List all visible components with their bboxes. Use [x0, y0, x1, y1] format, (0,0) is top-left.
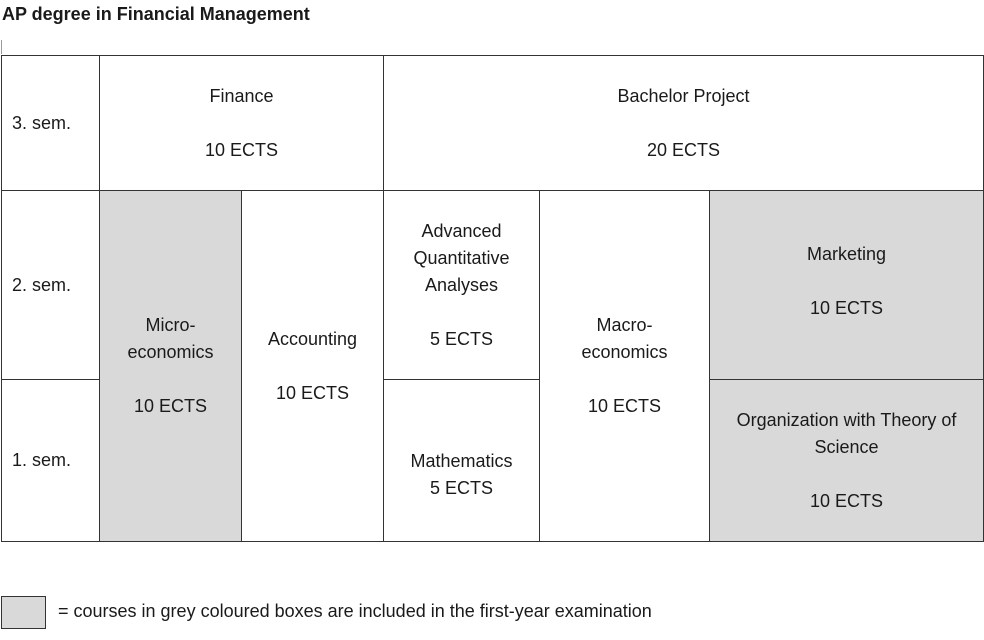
course-macroeconomics-ects: 10 ECTS — [587, 396, 662, 416]
course-mathematics-ects: 5 ECTS — [429, 477, 494, 498]
course-macroeconomics — [539, 190, 710, 542]
course-finance-ects: 10 ECTS — [204, 139, 279, 160]
course-marketing — [709, 190, 984, 380]
semester-label-2 — [1, 190, 100, 380]
semester-label-3 — [1, 55, 100, 191]
course-aqa-name-3: Analyses — [424, 274, 499, 295]
course-accounting-name: Accounting — [267, 328, 358, 349]
course-aqa-name-2: Quantitative — [413, 247, 510, 268]
course-marketing-name: Marketing — [806, 243, 887, 264]
course-macroeconomics-name-1: Macro- — [596, 315, 653, 335]
course-accounting — [241, 190, 384, 542]
semester-1-text: 1. sem. — [12, 450, 72, 470]
course-bachelor-project-name: Bachelor Project — [617, 85, 750, 106]
course-organization-theory-of-science — [709, 379, 984, 542]
diagram-title: AP degree in Financial Management — [2, 4, 310, 24]
course-mathematics — [383, 379, 540, 542]
course-organization-name-2: Science — [814, 436, 879, 457]
course-aqa-name-1: Advanced — [421, 220, 502, 241]
semester-3-text: 3. sem. — [12, 112, 72, 133]
course-organization-ects: 10 ECTS — [809, 490, 884, 511]
course-mathematics-name: Mathematics — [410, 450, 513, 471]
course-finance-name: Finance — [209, 85, 274, 106]
course-microeconomics-ects: 10 ECTS — [133, 396, 208, 416]
course-organization-name-1: Organization with Theory of — [736, 409, 957, 430]
legend-text: = courses in grey coloured boxes are included in the first-year examination — [58, 601, 652, 621]
course-advanced-quantitative-analyses — [383, 190, 540, 380]
course-microeconomics-name-1: Micro- — [145, 315, 196, 335]
semester-label-1 — [1, 379, 100, 542]
course-macroeconomics-name-2: economics — [581, 342, 668, 362]
course-microeconomics — [99, 190, 242, 542]
course-accounting-ects: 10 ECTS — [275, 382, 350, 403]
course-bachelor-project-ects: 20 ECTS — [646, 139, 721, 160]
divider-mark — [1, 40, 2, 54]
course-marketing-ects: 10 ECTS — [809, 297, 884, 318]
course-finance — [99, 55, 384, 191]
course-bachelor-project — [383, 55, 984, 191]
course-aqa-ects: 5 ECTS — [429, 328, 494, 349]
course-microeconomics-name-2: economics — [127, 342, 214, 362]
legend-grey-swatch — [1, 596, 46, 629]
semester-2-text: 2. sem. — [12, 274, 72, 295]
